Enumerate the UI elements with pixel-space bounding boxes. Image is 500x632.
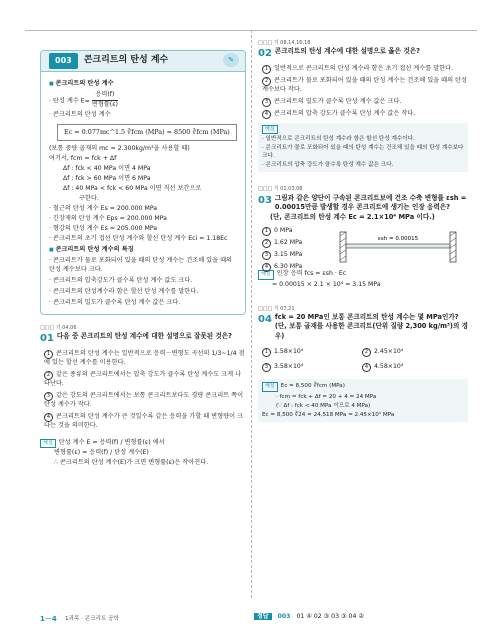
option-3[interactable]: 3 같은 강도의 콘크리트에서는 보통 콘크리트보다도 경량 콘크리트 쪽이 탄성 계수가 작다. bbox=[44, 391, 244, 408]
option-marker: 2 bbox=[262, 77, 271, 86]
option-2[interactable]: 2 2.45×10⁴ bbox=[362, 348, 458, 357]
option-4[interactable]: 4 4.58×10⁴ bbox=[362, 363, 458, 372]
feature-item: · 콘크리트의 밀도가 클수록 탄성 계수 값은 크다. bbox=[49, 299, 237, 308]
book-title: 1과목 · 콘크리트 공학 bbox=[65, 616, 119, 622]
option-4[interactable]: 4 콘크리트의 압축 강도가 클수록 탄성 계수 값은 작다. bbox=[262, 110, 468, 119]
beam bbox=[346, 244, 450, 248]
tendon-modulus: · 긴장재의 탄성 계수 Eps = 200.000 MPa bbox=[49, 215, 167, 223]
elastic-fraction: $\frac{\text{응력(f)}}{\text{변형률(ε)}}$ bbox=[91, 90, 118, 108]
section-number: 003 bbox=[49, 53, 78, 69]
question-text: 콘크리트의 탄성 계수에 대한 설명으로 옳은 것은? bbox=[274, 47, 420, 56]
option-1[interactable]: 1 콘크리트의 탄성 계수는 일반적으로 응력－변형도 곡선의 1/3~1/4 점에 있는 할선 계수를 이용한다. bbox=[44, 349, 245, 366]
explanation: 해설 인장 응력 fcs = εsh · Ec bbox=[258, 270, 468, 279]
question-given: (단, 콘크리트의 탄성 계수 Ec = 2.1×10⁴ MPa 이다.) bbox=[270, 212, 435, 221]
page-footer bbox=[0, 608, 500, 632]
option-marker: 3 bbox=[262, 363, 271, 372]
explanation: 해설 탄성 계수 E = 응력(f) / 변형률(ε) 에서 변형률(ε) = 응력(f) / 탄성 계수(E) ∴ 콘크리트의 탄성 계수(E)가 크면 변형률(ε)은 작아진다. bbox=[40, 439, 246, 468]
explanation-tag: 해설 bbox=[40, 439, 56, 448]
question-01 bbox=[40, 325, 246, 468]
explanation: 해설 · 일반적으로 콘크리트의 탄성 계수라 함은 할선 탄성 계수이다. · 콘크리트가 물로 포화되어 있을 때의 탄성 계수는 건조해 있을 때의 탄성 계수보다 크다. · 콘크리트의 압축 강도가 클수록 탄성 계수 값은 크다. bbox=[258, 123, 468, 173]
question-number: 02 bbox=[258, 48, 272, 60]
option-3[interactable]: 3 3.58×10⁴ bbox=[262, 363, 358, 372]
figure-label: εsh = 0.00015 bbox=[377, 236, 419, 243]
option-2[interactable]: 2 같은 종류의 콘크리트에서는 압축 강도가 클수록 탄성 계수도 크게 나타난다. bbox=[44, 370, 242, 387]
formula-box: Ec = 0.077mc^1.5 ∛fcm (MPa) = 8500 ∛fcm (MPa) bbox=[57, 124, 237, 141]
question-03: □□□ 기 01,03,08 03 그림과 같은 양단이 구속된 콘크리트보에 건조 수축 변형률 εsh = 0.00015만큼 발생할 경우 콘크리트에 생기는 인장 응력은? (단, 콘크리트의 탄성 계수 Ec = 2.1×10⁴ MPa 이다.) 1 0 MPa 2 1.62 MPa 3 3.15 MPa 4 6.30 MPa εsh = 0.00015 해설 인장 응력 fcs = εsh · Ec = 0.00015 × 2.1 × 10⁴ = 3.15 MPa bbox=[258, 186, 467, 288]
option-4[interactable]: 4 6.30 MPa bbox=[262, 263, 302, 272]
option-3[interactable]: 3 3.15 MPa bbox=[262, 251, 302, 260]
question-tag: □□□ 기 08,14,16,18 bbox=[258, 40, 311, 46]
question-02 bbox=[258, 40, 468, 172]
question-text: fck = 20 MPa인 보통 콘크리트의 탄성 계수는 몇 MPa인가? (단, 보통 골재를 사용한 콘크리트(단위 질량 2,300 kg/m³)의 경우) bbox=[274, 312, 468, 340]
feature-item: · 콘크리트가 물로 포화되어 있을 때의 탄성 계수는 건조해 있을 때의 탄성 계수보다 크다. bbox=[49, 257, 237, 275]
beam-figure bbox=[336, 226, 466, 266]
question-number: 04 bbox=[258, 313, 272, 325]
explanation-tag: 해설 bbox=[262, 382, 278, 391]
option-1[interactable]: 1 일반적으로 콘크리트의 탄성 계수라 함은 초기 접선 계수를 말한다. bbox=[262, 65, 468, 74]
left-column bbox=[40, 50, 246, 469]
option-marker: 3 bbox=[44, 392, 53, 401]
section-box bbox=[40, 50, 246, 315]
answer-list: 01 ④ 02 ③ 03 ③ 04 ② bbox=[296, 613, 364, 620]
explanation-tag: 해설 bbox=[262, 125, 278, 134]
subheading-elastic: ■ 콘크리트의 탄성 계수 bbox=[49, 80, 237, 89]
question-text: 다음 중 콘크리트의 탄성 계수에 대한 설명으로 잘못된 것은? bbox=[56, 332, 232, 341]
mascot-icon: ✎ bbox=[223, 53, 239, 67]
option-marker: 1 bbox=[262, 348, 271, 357]
option-marker: 4 bbox=[44, 413, 53, 422]
option-2[interactable]: 2 콘크리트가 물로 포화되어 있을 때의 탄성 계수는 건조해 있을 때의 탄성 계수보다 작다. bbox=[262, 76, 468, 93]
feature-item: · 콘크리트의 압축강도가 클수록 탄성 계수 값도 크다. bbox=[49, 277, 237, 286]
column-divider bbox=[251, 30, 252, 598]
question-04 bbox=[258, 306, 468, 422]
steel-modulus: · 철근의 탄성 계수 Es = 200.000 MPa bbox=[49, 205, 158, 213]
question-number: 01 bbox=[40, 333, 54, 345]
question-tag: □□□ 기 04,06 bbox=[40, 324, 77, 331]
section-title: 콘크리트의 탄성 계수 bbox=[83, 55, 169, 66]
formula-note: (보통 중량 골재의 mc = 2.300kg/m³을 사용할 때) bbox=[49, 145, 190, 153]
answer-key bbox=[254, 613, 364, 622]
question-number: 03 bbox=[258, 194, 272, 206]
delta-3: Δf : 40 MPa < fck < 60 MPa 이면 직선 보간으로 bbox=[63, 185, 202, 193]
option-marker: 4 bbox=[262, 263, 271, 272]
option-marker: 2 bbox=[262, 239, 271, 248]
option-marker: 3 bbox=[262, 98, 271, 107]
option-marker: 3 bbox=[262, 251, 271, 260]
option-marker: 2 bbox=[44, 371, 53, 380]
option-marker: 1 bbox=[44, 350, 53, 359]
option-1[interactable]: 1 0 MPa bbox=[262, 227, 302, 236]
delta-1: Δf : fck < 40 MPa 이면 4 MPa bbox=[63, 165, 151, 173]
dynamic-modulus: · 콘크리트의 초기 접선 탄성 계수와 할선 탄성 계수 Eci = 1.18Ec bbox=[49, 235, 228, 243]
subheading-elastic-2: · 콘크리트의 탄성 계수 bbox=[49, 110, 111, 118]
subheading-features: ■ 콘크리트의 탄성 계수의 특징 bbox=[49, 246, 237, 255]
question-tag: □□□ 기 07,21 bbox=[258, 305, 295, 312]
option-marker: 4 bbox=[262, 110, 271, 119]
option-2[interactable]: 2 1.62 MPa bbox=[262, 239, 302, 248]
option-marker: 2 bbox=[362, 348, 371, 357]
right-support bbox=[450, 232, 456, 262]
delta-3b: 구한다. bbox=[79, 195, 99, 203]
option-3[interactable]: 3 콘크리트의 밀도가 클수록 탄성 계수 값은 크다. bbox=[262, 98, 468, 107]
left-support bbox=[340, 232, 346, 262]
question-text: 그림과 같은 양단이 구속된 콘크리트보에 건조 수축 변형률 εsh = 0.00015만큼 발생할 경우 콘크리트에 생기는 인장 응력은? bbox=[274, 193, 467, 212]
page-number: 1－4 bbox=[40, 615, 57, 623]
explanation-tag: 해설 bbox=[258, 270, 274, 279]
explanation: 해설 Ec = 8,500 ∛fcm (MPa) · fcm = fck + Δf = 20 + 4 = 24 MPa (∵ Δf : fck < 40 MPa 이므로 4 MPa) Ec = 8,500 ∛24 = 24,518 MPa = 2.45×10⁴ MPa bbox=[258, 379, 468, 422]
here-line: 여기서, fcm = fck + Δf bbox=[49, 155, 117, 163]
section-header bbox=[41, 51, 245, 72]
answer-section: 003 bbox=[277, 613, 291, 620]
question-tag: □□□ 기 01,03,08 bbox=[258, 186, 303, 193]
option-marker: 1 bbox=[262, 227, 271, 236]
shape-steel-modulus: · 형강의 탄성 계수 Es = 205.000 MPa bbox=[49, 225, 158, 233]
answer-label: 정답 bbox=[254, 613, 272, 620]
elastic-definition: · 탄성 계수 E= $\frac{\text{응력(f)}}{\text{변형률(ε)}}$ bbox=[49, 90, 118, 108]
section-body bbox=[41, 72, 245, 308]
option-marker: 1 bbox=[262, 65, 271, 74]
right-column bbox=[258, 36, 468, 426]
option-1[interactable]: 1 1.58×10⁴ bbox=[262, 348, 358, 357]
delta-2: Δf : fck > 60 MPa 이면 6 MPa bbox=[63, 175, 151, 183]
option-4[interactable]: 4 콘크리트의 탄성 계수가 큰 것일수록 같은 응력을 가할 때 변형량이 크다는 것을 의미한다. bbox=[44, 412, 244, 429]
feature-item: · 콘크리트의 탄성계수라 함은 할선 탄성 계수를 말한다. bbox=[49, 288, 237, 297]
option-marker: 4 bbox=[362, 363, 371, 372]
